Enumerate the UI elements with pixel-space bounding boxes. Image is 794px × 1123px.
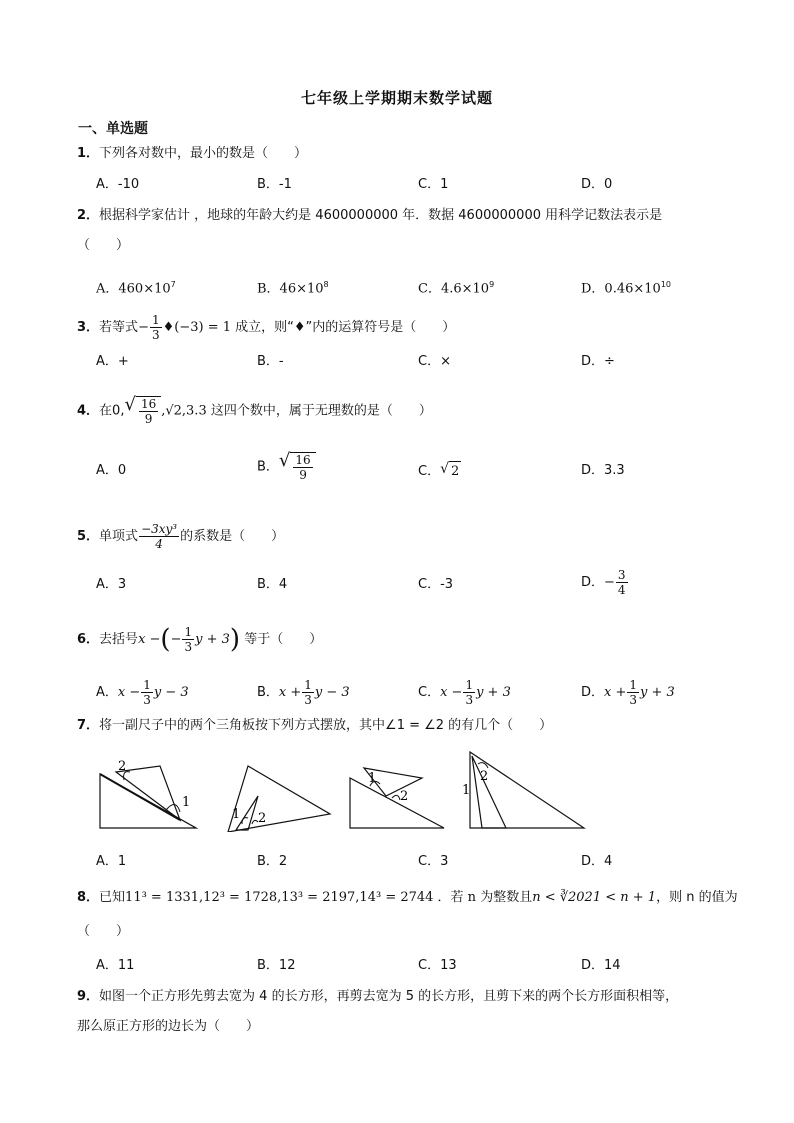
option-b: B．2 [257, 854, 288, 869]
svg-text:2: 2 [400, 789, 409, 804]
triangle-figure-d [458, 750, 586, 832]
page-title: 七年级上学期期末数学试题 [300, 89, 493, 107]
svg-text:1: 1 [462, 783, 471, 798]
option-b: B．4 [257, 577, 288, 592]
question-number: 2． [77, 208, 100, 223]
option-a: A．+ [96, 354, 129, 369]
option-b: B．12 [257, 958, 296, 973]
option-d: D．4 [581, 854, 613, 869]
option-b: B．$46\times 10^8$ [257, 280, 329, 297]
option-c: C．-3 [418, 577, 454, 592]
option-c: C．3 [418, 854, 449, 869]
question-9: 9．如图一个正方形先剪去宽为 4 的长方形，再剪去宽为 5 的长方形，且剪下来的两个长方形面积相等， [77, 989, 679, 1004]
option-a: A．-10 [96, 177, 140, 192]
option-b: B．-1 [257, 177, 292, 192]
option-d: D．x + $\frac{1}{3}$ y + 3 [581, 678, 675, 707]
question-text: 根据科学家估计 ，地球的年龄大约是 4600000000 年．数据 4600000000 用科学记数法表示是 [99, 208, 663, 223]
option-c: C．1 [418, 177, 449, 192]
option-c: C．× [418, 354, 451, 369]
svg-text:2: 2 [118, 759, 127, 774]
option-a: A．x − $\frac{1}{3}$ y − 3 [96, 678, 189, 707]
option-d: D．3.3 [581, 463, 625, 478]
svg-text:1: 1 [368, 771, 377, 786]
sqrt-expression: √ $\frac{16}{9}$ [124, 396, 161, 426]
question-5: 5．单项式 $\frac{\text{−3xy³}}{4}$ 的系数是（ ） [77, 522, 285, 551]
question-2 [77, 206, 662, 226]
svg-text:1: 1 [232, 807, 241, 822]
triangle-figure-b [218, 750, 336, 832]
svg-text:2: 2 [480, 769, 489, 784]
question-1 [77, 144, 307, 164]
option-a: A．11 [96, 958, 135, 973]
option-b: B．x + $\frac{1}{3}$ y − 3 [257, 678, 350, 707]
option-a: A．0 [96, 463, 127, 478]
option-b: B． √ $\frac{16}{9}$ [257, 452, 316, 482]
option-d: D．14 [581, 958, 621, 973]
option-c: C．$4.6\times 10^9$ [418, 280, 495, 297]
question-7: 7．将一副尺子中的两个三角板按下列方式摆放，其中∠1 = ∠2 的有几个（ ） [77, 718, 553, 733]
option-d: D．$0.46\times 10^{10}$ [581, 280, 671, 297]
triangle-figure-c [348, 750, 448, 832]
svg-text:2: 2 [258, 811, 267, 826]
question-9-cont: 那么原正方形的边长为（ ） [77, 1019, 260, 1034]
question-2-cont: （ ） [77, 238, 130, 253]
question-8-cont: （ ） [77, 924, 130, 939]
question-4: 4．在0, √ $\frac{16}{9}$ ,√2,3.3 这四个数中，属于无理数的是（ ） [77, 394, 432, 426]
option-a: A．1 [96, 854, 127, 869]
svg-text:1: 1 [182, 795, 191, 810]
question-6: 6．去括号x −(− $\frac{1}{3}$ y + 3) 等于（ ） [77, 624, 323, 655]
option-c: C．13 [418, 958, 457, 973]
fraction: $\frac{1}{3}$ [151, 313, 160, 342]
option-c: C．x − $\frac{1}{3}$ y + 3 [418, 678, 511, 707]
section-heading: 一、单选题 [78, 121, 148, 137]
option-d: D．÷ [581, 354, 615, 369]
question-text: 下列各对数中，最小的数是（ ） [99, 146, 308, 161]
question-number: 1． [77, 146, 100, 161]
option-b: B．- [257, 354, 284, 369]
option-c: C． √ 2 [418, 461, 461, 482]
option-d: D．0 [581, 177, 613, 192]
question-3: 3．若等式− $\frac{1}{3}$ ♦(−3) = 1 成立，则“♦”内的运算符号是（ ） [77, 313, 456, 342]
option-d: D．− $\frac{3}{4}$ [581, 568, 626, 597]
question-8: 8．已知11³ = 1331,12³ = 1728,13³ = 2197,14³ = 2744 ．若 n 为整数且n < ∛2021 < n + 1，则 n 的值为 [77, 890, 738, 905]
option-a: A．$460\times 10^7$ [96, 280, 176, 297]
option-a: A．3 [96, 577, 127, 592]
triangle-figure-a [96, 750, 198, 832]
